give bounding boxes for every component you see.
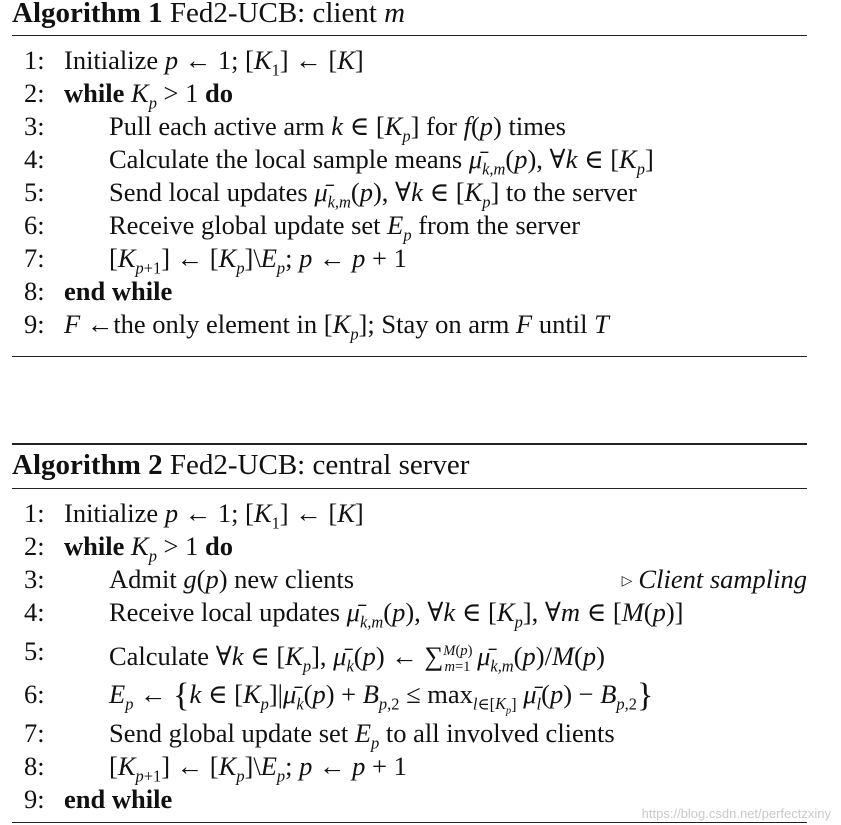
text-send-global: Send global update set: [109, 718, 349, 748]
line-number: 1:: [24, 45, 45, 75]
line-number: 7:: [24, 243, 45, 273]
algorithm-1-top-rule: [12, 35, 807, 36]
algorithm-2-title: Fed2-UCB: central server: [169, 449, 470, 481]
algorithm-1-label: Algorithm 1: [12, 0, 163, 29]
comment-client-sampling: [622, 563, 807, 598]
algorithm-1-bottom-rule: [12, 356, 807, 357]
algorithm-1-header: [12, 0, 405, 35]
text-calculate: Calculate: [109, 640, 210, 671]
line-number: 9:: [24, 784, 45, 814]
algorithm-2-header: [12, 445, 469, 487]
keyword-do: do: [204, 78, 233, 108]
algorithm-1-title-var: m: [384, 0, 406, 29]
text-for: for: [426, 111, 457, 141]
text-until: until: [538, 309, 588, 339]
text-calc: Calculate the local sample means: [109, 144, 463, 174]
text-admit: Admit: [109, 564, 177, 594]
line-number: 5:: [24, 636, 45, 666]
comment-text: Client sampling: [638, 564, 807, 594]
text-from-server: from the server: [418, 210, 581, 240]
keyword-while: while: [64, 78, 125, 108]
triangle-right-icon: ▷: [621, 574, 633, 589]
keyword-end-while: end while: [64, 784, 173, 814]
text-receive: Receive local updates: [109, 597, 341, 627]
text-receive: Receive global update set: [109, 210, 381, 240]
line-number: 8:: [24, 276, 45, 306]
text-stay: Stay on arm: [381, 309, 510, 339]
text-only-element: the only element in: [113, 309, 318, 339]
watermark: https://blog.csdn.net/perfectzxiny: [641, 806, 831, 821]
algorithm-2-label: Algorithm 2: [12, 449, 163, 481]
text-to-server: to the server: [505, 177, 637, 207]
line-number: 6:: [24, 679, 45, 709]
line-number: 5:: [24, 177, 45, 207]
line-number: 4:: [24, 144, 45, 174]
keyword-initialize: Initialize: [64, 45, 159, 75]
keyword-do: do: [204, 531, 233, 561]
keyword-while: while: [64, 531, 125, 561]
line-number: 8:: [24, 751, 45, 781]
line-number: 6:: [24, 210, 45, 240]
text-pull: Pull each active arm: [109, 111, 325, 141]
text-to-clients: to all involved clients: [385, 718, 615, 748]
line-number: 7:: [24, 718, 45, 748]
line-number: 2:: [24, 531, 45, 561]
line-number: 4:: [24, 597, 45, 627]
line-number: 3:: [24, 564, 45, 594]
text-new-clients: new clients: [234, 564, 355, 594]
text-times: times: [508, 111, 566, 141]
line-number: 3:: [24, 111, 45, 141]
line-number: 2:: [24, 78, 45, 108]
keyword-end-while: end while: [64, 276, 173, 306]
algorithm-1-title: Fed2-UCB: client: [169, 0, 377, 29]
line-number: 1:: [24, 498, 45, 528]
algorithm-2-bottom-rule: [12, 822, 807, 823]
keyword-initialize: Initialize: [64, 498, 159, 528]
text-send: Send local updates: [109, 177, 308, 207]
line-number: 9:: [24, 309, 45, 339]
algorithm-2-header-rule: [12, 488, 807, 489]
